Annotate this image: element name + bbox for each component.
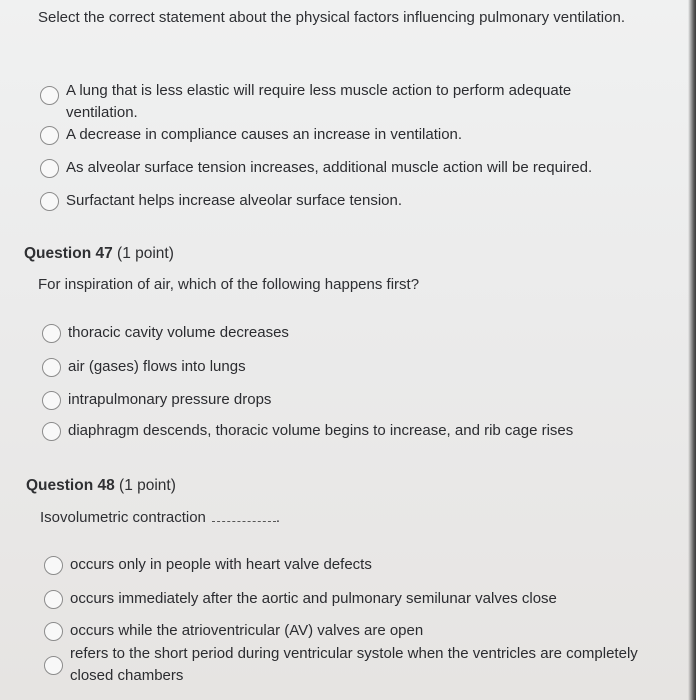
question-48-stem — [40, 506, 280, 530]
radio-button[interactable] — [44, 556, 63, 575]
option-label: occurs while the atrioventricular (AV) valves are open — [70, 622, 424, 639]
option-label: As alveolar surface tension increases, additional muscle action will be required. — [66, 159, 593, 176]
radio-button[interactable] — [40, 159, 59, 178]
radio-button[interactable] — [44, 622, 63, 641]
radio-button[interactable] — [42, 358, 61, 377]
question-46-option-2[interactable] — [40, 124, 462, 146]
question-47-stem: For inspiration of air, which of the following happens first? — [38, 276, 420, 293]
radio-button[interactable] — [40, 192, 59, 211]
fill-in-blank — [212, 521, 276, 522]
question-46-stem: Select the correct statement about the physical factors influencing pulmonary ventilation. — [38, 9, 625, 26]
radio-button[interactable] — [42, 422, 61, 441]
question-points: (1 point) — [117, 245, 174, 262]
question-47-option-4[interactable] — [42, 420, 573, 442]
option-label: intrapulmonary pressure drops — [68, 391, 272, 408]
screen-edge-shadow — [688, 0, 696, 700]
question-46-option-3[interactable] — [40, 157, 592, 179]
question-47-option-2[interactable] — [42, 356, 246, 378]
option-label: Surfactant helps increase alveolar surface tension. — [66, 192, 403, 209]
question-47-option-1[interactable] — [42, 322, 289, 344]
radio-button[interactable] — [44, 590, 63, 609]
question-48-heading — [26, 477, 176, 495]
option-label: A lung that is less elastic will require less muscle action to perform adequate ventilation. — [66, 82, 572, 121]
option-label: occurs immediately after the aortic and pulmonary semilunar valves close — [70, 590, 557, 607]
radio-button[interactable] — [42, 324, 61, 343]
question-47-heading — [24, 245, 174, 263]
radio-button[interactable] — [40, 86, 59, 105]
radio-button[interactable] — [44, 656, 63, 675]
stem-text: Isovolumetric contraction — [40, 509, 206, 526]
question-48-option-2[interactable] — [44, 588, 557, 610]
question-47-option-3[interactable] — [42, 389, 271, 411]
option-label: thoracic cavity volume decreases — [68, 324, 289, 341]
question-points: (1 point) — [119, 477, 176, 494]
stem-end: . — [275, 509, 281, 526]
question-title: Question 48 — [26, 477, 115, 494]
option-label: refers to the short period during ventricular systole when the ventricles are completely closed chambers — [70, 645, 638, 684]
question-title: Question 47 — [24, 245, 113, 262]
question-48-option-4[interactable] — [44, 643, 684, 687]
radio-button[interactable] — [40, 126, 59, 145]
question-46-option-4[interactable] — [40, 190, 402, 212]
question-48-option-1[interactable] — [44, 554, 372, 576]
question-46-option-1[interactable] — [40, 80, 640, 124]
option-label: occurs only in people with heart valve defects — [70, 556, 372, 573]
radio-button[interactable] — [42, 391, 61, 410]
option-label: A decrease in compliance causes an increase in ventilation. — [66, 126, 463, 143]
option-label: diaphragm descends, thoracic volume begins to increase, and rib cage rises — [68, 422, 574, 439]
question-48-option-3[interactable] — [44, 620, 423, 642]
option-label: air (gases) flows into lungs — [68, 358, 246, 375]
